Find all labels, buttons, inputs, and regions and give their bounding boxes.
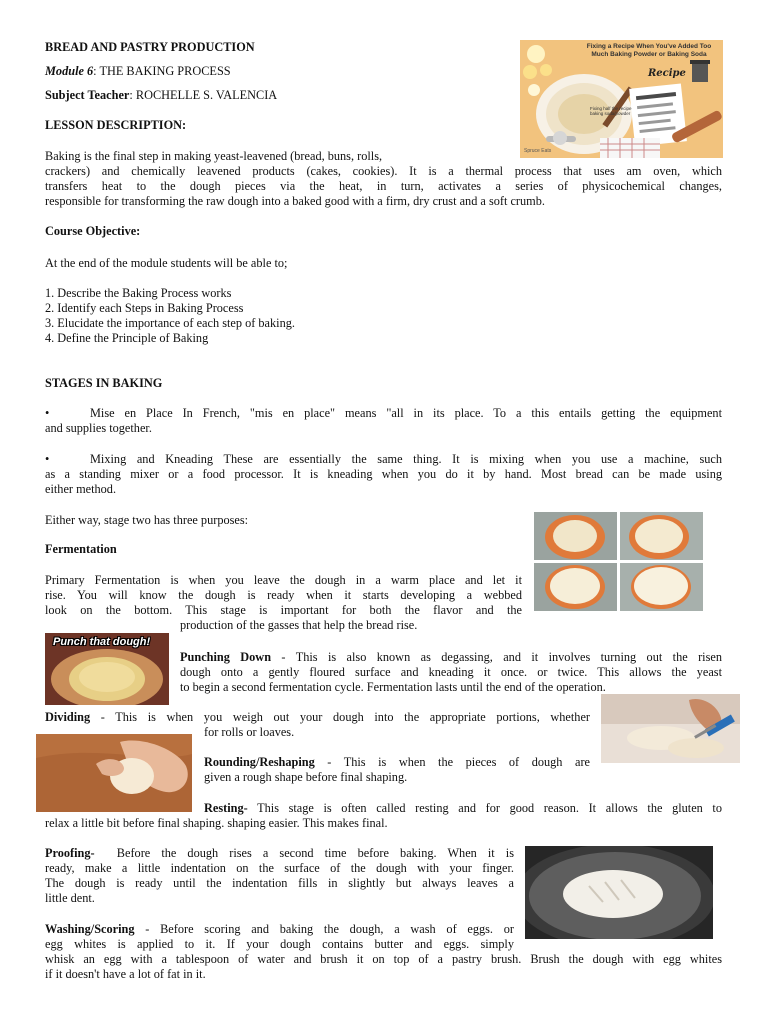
recipe-title-line-1: Fixing a Recipe When You've Added Too xyxy=(586,43,712,50)
proof-line-4: little dent. xyxy=(45,891,95,905)
bullet-2-marker: • xyxy=(45,452,50,466)
proof-line-3: The dough is ready until the indentation fills in slightly but always leaves a xyxy=(45,876,514,890)
recipe-note: Fixing half the recipe baking soda/powder xyxy=(590,106,632,116)
objective-item: 1. Describe the Baking Process works xyxy=(45,286,232,300)
lesson-heading: LESSON DESCRIPTION: xyxy=(45,118,187,132)
teacher-label: Subject Teacher xyxy=(45,88,130,102)
bullet-1-line-2: and supplies together. xyxy=(45,421,152,435)
proof-text: Before the dough rises a second time before baking. When it is xyxy=(94,846,514,860)
divide-term: Dividing xyxy=(45,710,91,724)
proofing-photo xyxy=(525,846,713,939)
bullet-1-line-1: Mise en Place In French, "mis en place" means "all in its place. To a this entails getting the equipment xyxy=(90,406,722,420)
stages-heading: STAGES IN BAKING xyxy=(45,376,163,390)
round-text: - This is when the pieces of dough are xyxy=(314,755,590,769)
punch-line-2: dough onto a gently floured surface and kneading it once. or twice. This allows the yeast xyxy=(180,665,722,679)
divide-line-2: for rolls or loaves. xyxy=(204,725,295,739)
wash-line-4: if it doesn't have a lot of fat in it. xyxy=(45,967,206,981)
module-label: Module 6 xyxy=(45,64,94,78)
fermentation-line-3: look on the bottom. This stage is important for both the flavor and the xyxy=(45,603,522,617)
divide-text: - This is when you weigh out your dough into the appropriate portions, whether xyxy=(90,710,590,724)
module-line xyxy=(45,64,231,79)
proof-line-2: ready, make a little indentation on the surface of the dough with your finger. xyxy=(45,861,514,875)
bullet-2-line-1: Mixing and Kneading These are essentially the same thing. It is mixing when you use a machine, such xyxy=(90,452,722,466)
proof-line-1 xyxy=(45,846,514,861)
punch-text: - This is also known as degassing, and it involves turning out the risen xyxy=(271,650,722,664)
recipe-card-label: Recipe xyxy=(648,68,686,79)
round-line-2: given a rough shape before final shaping. xyxy=(204,770,408,784)
punch-line-3: to begin a second fermentation cycle. Fermentation lasts until the end of the operation. xyxy=(180,680,606,694)
wash-text: - Before scoring and baking the dough, a wash of eggs. or xyxy=(134,922,514,936)
teacher-name: : ROCHELLE S. VALENCIA xyxy=(129,88,278,102)
proof-term: Proofing- xyxy=(45,846,95,860)
punch-term: Punching Down xyxy=(180,650,272,664)
fermentation-photos xyxy=(534,512,703,611)
wash-line-3: whisk an egg with a tablespoon of water and brush it on top of a pastry brush. Brush the dough with egg whites xyxy=(45,952,722,966)
either-way-text: Either way, stage two has three purposes: xyxy=(45,513,249,527)
bullet-2-line-3: either method. xyxy=(45,482,117,496)
punch-caption: Punch that dough! xyxy=(53,636,151,648)
course-title: BREAD AND PASTRY PRODUCTION xyxy=(45,40,255,54)
rounding-photo xyxy=(36,734,192,812)
fermentation-line-2: rise. You will know the dough is ready when it starts developing a webbed xyxy=(45,588,522,602)
lesson-line-3: transfers heat to the dough pieces via the heat, in turn, activates a series of physicochemical changes, xyxy=(45,179,722,193)
wash-line-2: egg whites is applied to it. If your dough contains butter and eggs. simply xyxy=(45,937,514,951)
fermentation-line-4: production of the gasses that help the bread rise. xyxy=(180,618,418,632)
fermentation-heading: Fermentation xyxy=(45,542,117,556)
lesson-line-1: Baking is the final step in making yeast-leavened (bread, buns, rolls, xyxy=(45,149,383,163)
fermentation-line-1: Primary Fermentation is when you leave the dough in a warm place and let it xyxy=(45,573,522,587)
objective-heading: Course Objective: xyxy=(45,224,141,238)
wash-line-1 xyxy=(45,922,514,937)
bullet-1-marker: • xyxy=(45,406,50,420)
objective-item: 3. Elucidate the importance of each step of baking. xyxy=(45,316,295,330)
divide-line-1 xyxy=(45,710,590,725)
objective-item: 2. Identify each Steps in Baking Process xyxy=(45,301,244,315)
punch-photo xyxy=(45,633,169,705)
lesson-line-2: crackers) and chemically leavened products (cakes, cookies). It is a thermal process that uses am oven, which xyxy=(45,164,722,178)
recipe-illustration xyxy=(520,40,723,158)
lesson-line-4: responsible for transforming the raw dough into a baked good with a firm, dry crust and a soft crumb. xyxy=(45,194,545,208)
dividing-photo xyxy=(601,694,740,763)
module-title: : THE BAKING PROCESS xyxy=(93,64,231,78)
objective-item: 4. Define the Principle of Baking xyxy=(45,331,209,345)
bullet-2-line-2: as a standing mixer or a food processor. It is kneading when you do it by hand. Most bread can be made using xyxy=(45,467,722,481)
objective-intro: At the end of the module students will be able to; xyxy=(45,256,288,270)
rest-line-2: relax a little bit before final shaping. shaping easier. This makes final. xyxy=(45,816,388,830)
round-term: Rounding/Reshaping xyxy=(204,755,315,769)
recipe-brand: Spruce Eats xyxy=(524,148,552,154)
punch-line-1 xyxy=(180,650,722,665)
round-line-1 xyxy=(204,755,590,770)
recipe-title-line-2: Much Baking Powder or Baking Soda xyxy=(591,51,707,58)
wash-term: Washing/Scoring xyxy=(45,922,135,936)
rest-line-1 xyxy=(204,801,722,816)
teacher-line xyxy=(45,88,277,103)
rest-term: Resting- xyxy=(204,801,248,815)
rest-text: This stage is often called resting and for good reason. It allows the gluten to xyxy=(247,801,722,815)
